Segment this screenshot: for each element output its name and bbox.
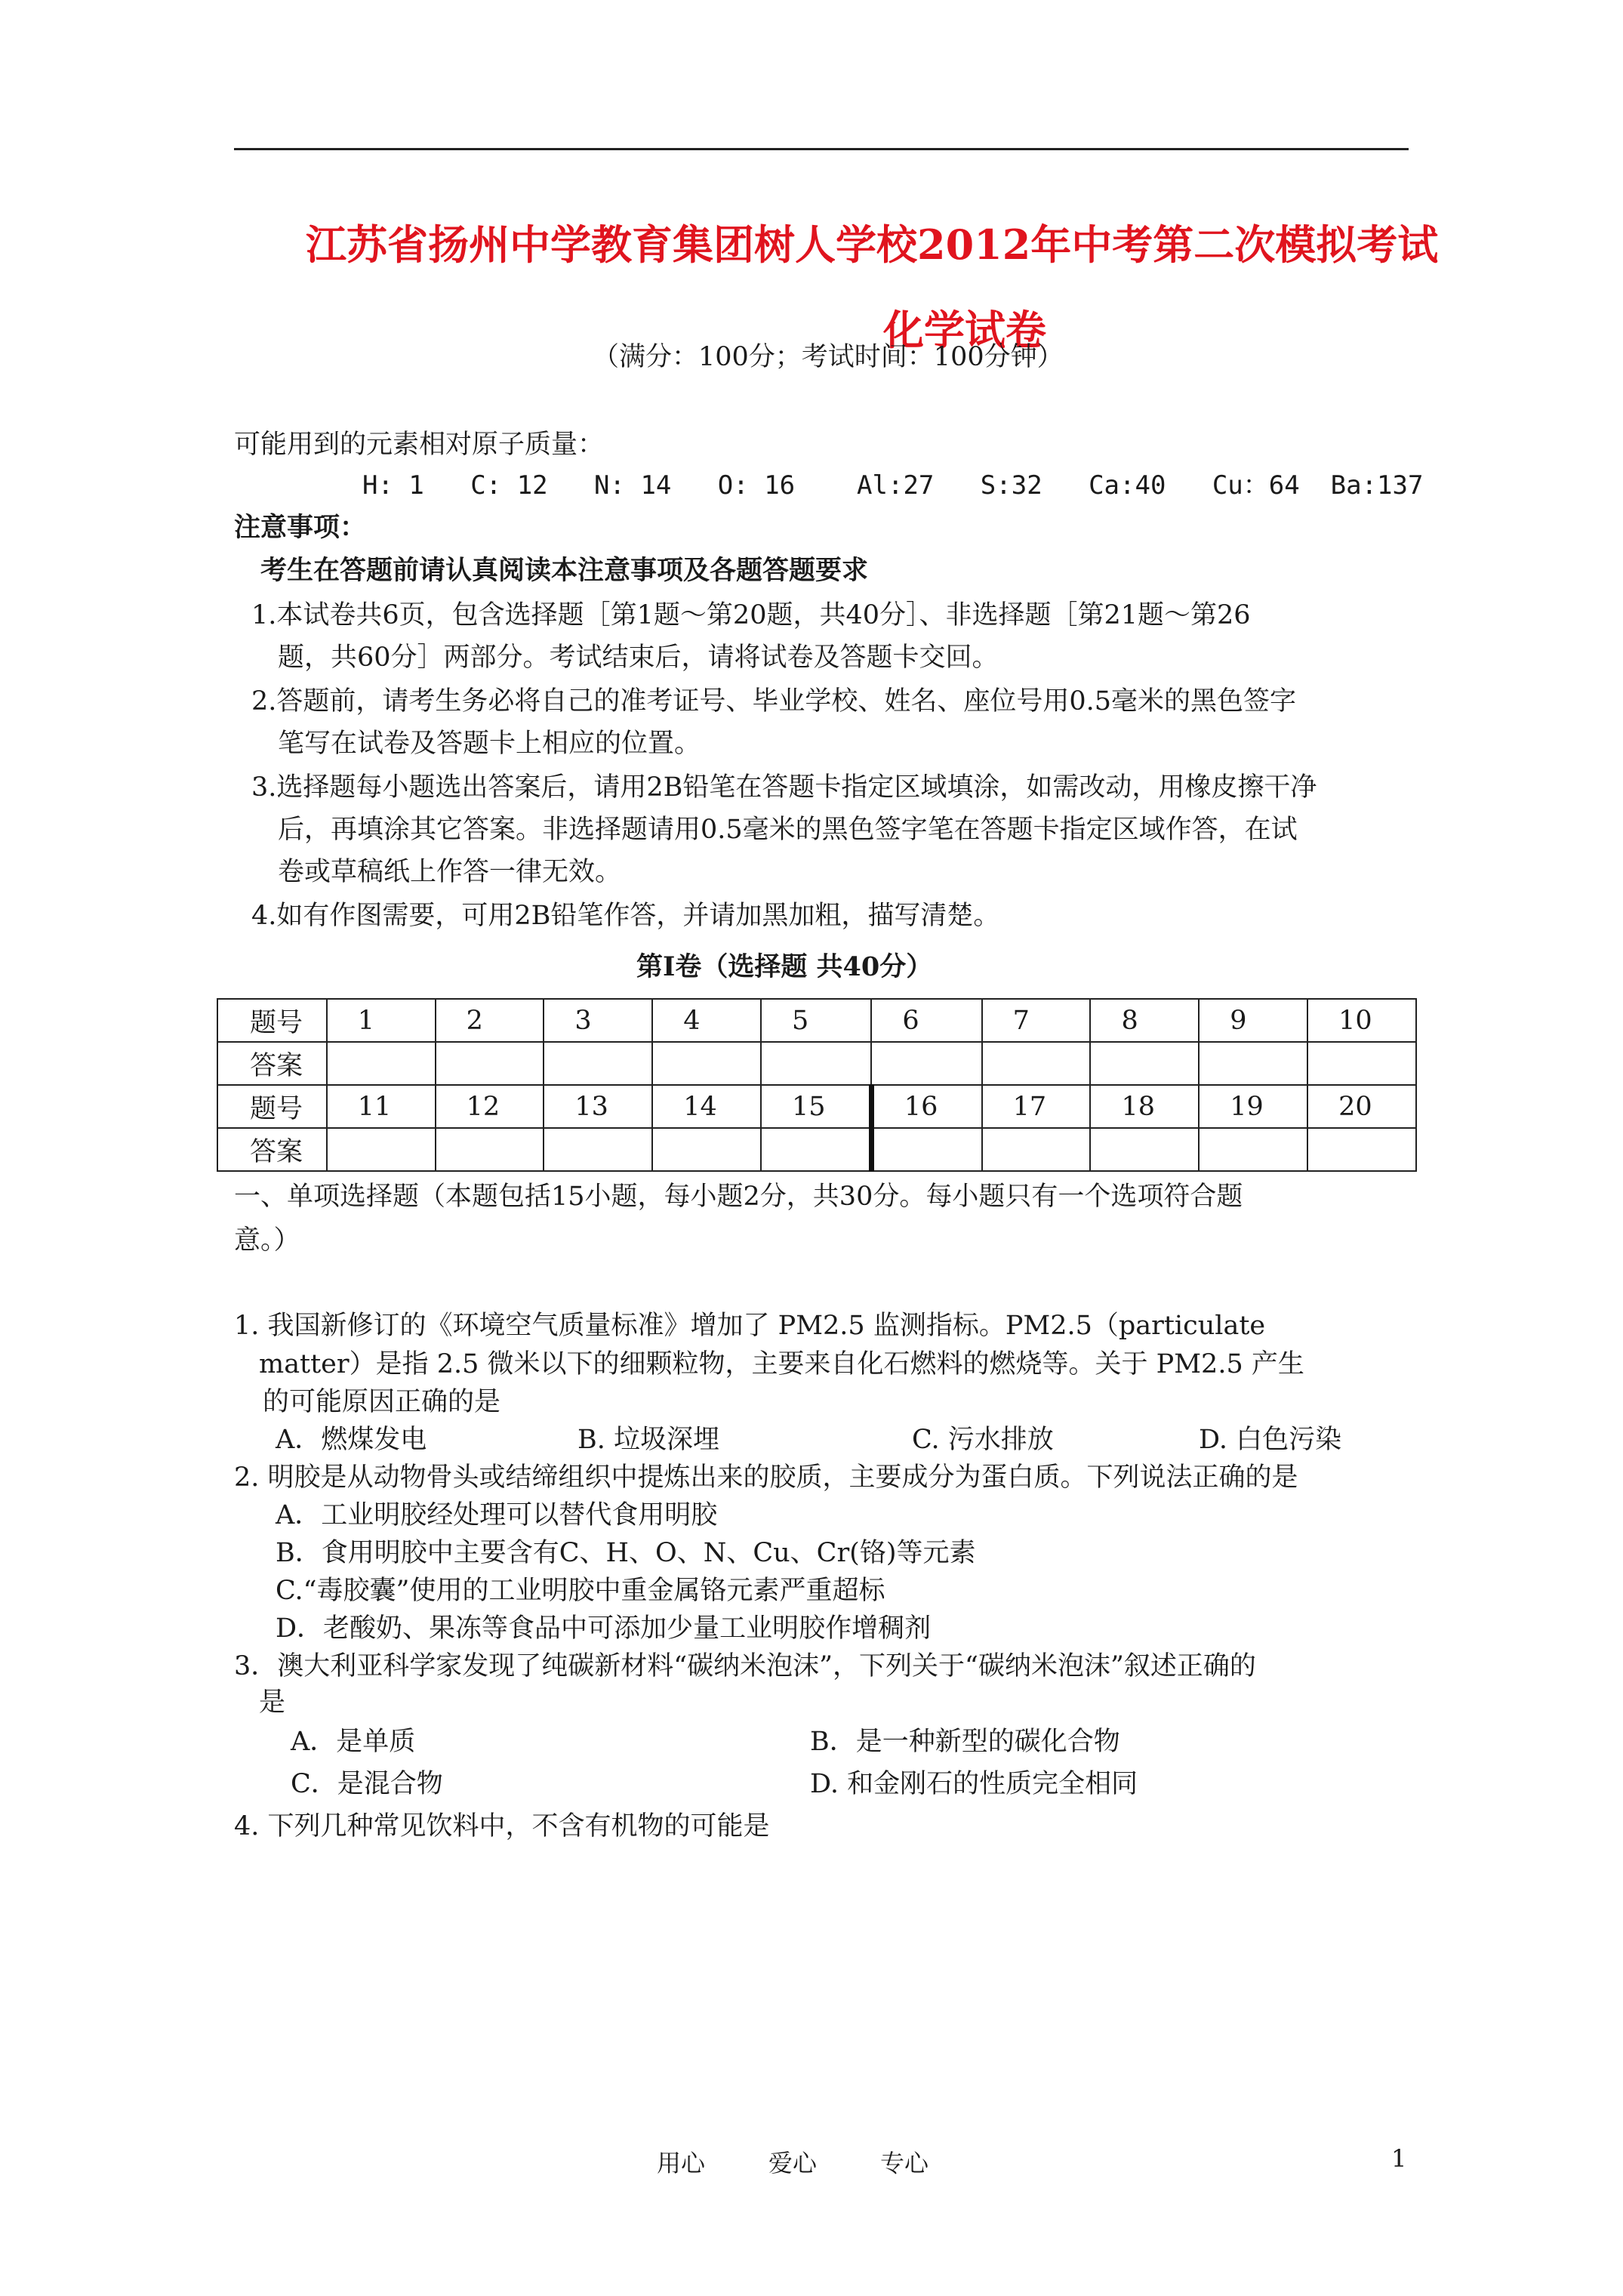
exam-info: （满分：100分；考试时间：100分钟） — [593, 342, 1064, 372]
notice-heading: 注意事项： — [234, 512, 367, 543]
notice-item-4: 4.如有作图需要，可用2B铅笔作答，并请加黑加粗，描写清楚。 — [251, 901, 1000, 931]
footer-motto-2: 爱心 — [768, 2149, 818, 2177]
footer-motto-1: 用心 — [657, 2149, 706, 2177]
answer-cell — [327, 1128, 436, 1171]
answer-cell — [652, 1128, 761, 1171]
question-number: 11 — [327, 1085, 436, 1128]
part-1-heading-line-2: 意。） — [234, 1225, 300, 1256]
answer-cell — [982, 1042, 1091, 1085]
question-number: 13 — [544, 1085, 652, 1128]
notice-subheading: 考生在答题前请认真阅读本注意事项及各题答题要求 — [260, 555, 869, 586]
row-label: 答案 — [217, 1128, 327, 1171]
answer-cell — [761, 1042, 871, 1085]
exam-title: 江苏省扬州中学教育集团树人学校2012年中考第二次模拟考试 — [306, 220, 1439, 269]
answer-cell — [761, 1128, 871, 1171]
question-number: 9 — [1199, 999, 1307, 1042]
page-number: 1 — [1391, 2144, 1407, 2173]
question-number: 17 — [982, 1085, 1091, 1128]
q1-option-c: C. 污水排放 — [912, 1425, 1054, 1455]
exam-subtitle: 化学试卷 — [883, 306, 1046, 354]
q3-option-b: B．是一种新型的碳化合物 — [810, 1727, 1120, 1757]
notice-item-2-line-2: 笔写在试卷及答题卡上相应的位置。 — [278, 729, 701, 759]
question-number: 15 — [761, 1085, 871, 1128]
question-number: 12 — [436, 1085, 544, 1128]
q1-stem-line-2: matter）是指 2.5 微米以下的细颗粒物，主要来自化石燃料的燃烧等。关于 PM2.5 产生 — [259, 1349, 1304, 1379]
answer-grid-row-numbers-1 — [217, 999, 1416, 1042]
question-number: 6 — [871, 999, 981, 1042]
answer-cell — [436, 1042, 544, 1085]
question-number: 1 — [327, 999, 436, 1042]
question-number: 20 — [1307, 1085, 1416, 1128]
question-number: 16 — [871, 1085, 981, 1128]
answer-cell — [982, 1128, 1091, 1171]
answer-cell — [544, 1042, 652, 1085]
header-rule — [234, 148, 1409, 150]
q1-option-d: D. 白色污染 — [1199, 1425, 1342, 1455]
question-number: 7 — [982, 999, 1091, 1042]
part-1-heading-line-1: 一、单项选择题（本题包括15小题，每小题2分，共30分。每小题只有一个选项符合题 — [234, 1182, 1243, 1212]
question-number: 14 — [652, 1085, 761, 1128]
answer-grid-row-answers-2 — [217, 1128, 1416, 1171]
q1-option-b: B. 垃圾深埋 — [577, 1425, 719, 1455]
q2-option-b: B．食用明胶中主要含有C、H、O、N、Cu、Cr(铬)等元素 — [276, 1538, 976, 1568]
question-number: 4 — [652, 999, 761, 1042]
answer-cell — [436, 1128, 544, 1171]
q2-stem: 2. 明胶是从动物骨头或结缔组织中提炼出来的胶质，主要成分为蛋白质。下列说法正确的是 — [234, 1462, 1298, 1493]
answer-cell — [871, 1128, 981, 1171]
answer-cell — [652, 1042, 761, 1085]
notice-item-1-line-2: 题，共60分］两部分。考试结束后，请将试卷及答题卡交回。 — [278, 643, 999, 673]
question-number: 2 — [436, 999, 544, 1042]
atomic-mass-list: H: 1 C: 12 N: 14 O: 16 Al:27 S:32 Ca:40 Cu：64 Ba:137 — [362, 470, 1424, 501]
question-number: 5 — [761, 999, 871, 1042]
notice-item-3-line-2: 后，再填涂其它答案。非选择题请用0.5毫米的黑色签字笔在答题卡指定区域作答，在试 — [278, 815, 1298, 845]
q1-stem-line-1: 1. 我国新修订的《环境空气质量标准》增加了 PM2.5 监测指标。PM2.5（particulate — [234, 1311, 1266, 1341]
row-label: 题号 — [217, 999, 327, 1042]
q3-option-d: D. 和金刚石的性质完全相同 — [810, 1769, 1138, 1799]
q3-stem-line-1: 3．澳大利亚科学家发现了纯碳新材料“碳纳米泡沫”，下列关于“碳纳米泡沫”叙述正确的 — [234, 1651, 1256, 1681]
notice-item-1-line-1: 1.本试卷共6页，包含选择题［第1题～第20题，共40分］、非选择题［第21题～第26 — [251, 600, 1251, 630]
atomic-mass-heading: 可能用到的元素相对原子质量： — [234, 430, 605, 460]
q4-stem: 4. 下列几种常见饮料中，不含有机物的可能是 — [234, 1811, 770, 1841]
question-number: 3 — [544, 999, 652, 1042]
answer-cell — [1199, 1042, 1307, 1085]
answer-cell — [544, 1128, 652, 1171]
q2-option-c: C.“毒胶囊”使用的工业明胶中重金属铬元素严重超标 — [276, 1576, 885, 1606]
row-label: 答案 — [217, 1042, 327, 1085]
notice-item-3-line-1: 3.选择题每小题选出答案后，请用2B铅笔在答题卡指定区域填涂，如需改动，用橡皮擦干净 — [251, 772, 1317, 803]
answer-cell — [1307, 1128, 1416, 1171]
q3-option-a: A．是单质 — [291, 1727, 416, 1757]
answer-cell — [1307, 1042, 1416, 1085]
question-number: 10 — [1307, 999, 1416, 1042]
q2-option-d: D．老酸奶、果冻等食品中可添加少量工业明胶作增稠剂 — [276, 1613, 932, 1644]
answer-cell — [1199, 1128, 1307, 1171]
q1-option-a: A．燃煤发电 — [276, 1425, 427, 1455]
answer-cell — [1090, 1128, 1199, 1171]
notice-item-3-line-3: 卷或草稿纸上作答一律无效。 — [278, 857, 622, 887]
question-number: 18 — [1090, 1085, 1199, 1128]
row-label: 题号 — [217, 1085, 327, 1128]
question-number: 19 — [1199, 1085, 1307, 1128]
answer-grid-row-answers-1 — [217, 1042, 1416, 1085]
q1-stem-line-3: 的可能原因正确的是 — [263, 1387, 501, 1417]
notice-item-2-line-1: 2.答题前，请考生务必将自己的准考证号、毕业学校、姓名、座位号用0.5毫米的黑色签字 — [251, 686, 1297, 717]
answer-cell — [327, 1042, 436, 1085]
q2-option-a: A．工业明胶经处理可以替代食用明胶 — [276, 1500, 718, 1530]
q3-stem-line-2: 是 — [259, 1687, 286, 1718]
answer-cell — [871, 1042, 981, 1085]
q3-option-c: C．是混合物 — [291, 1769, 443, 1799]
answer-cell — [1090, 1042, 1199, 1085]
answer-grid — [217, 998, 1417, 1172]
section-1-title: 第Ⅰ卷（选择题 共40分） — [636, 951, 933, 982]
answer-grid-row-numbers-2 — [217, 1085, 1416, 1128]
question-number: 8 — [1090, 999, 1199, 1042]
footer-motto-3: 专心 — [880, 2149, 929, 2177]
